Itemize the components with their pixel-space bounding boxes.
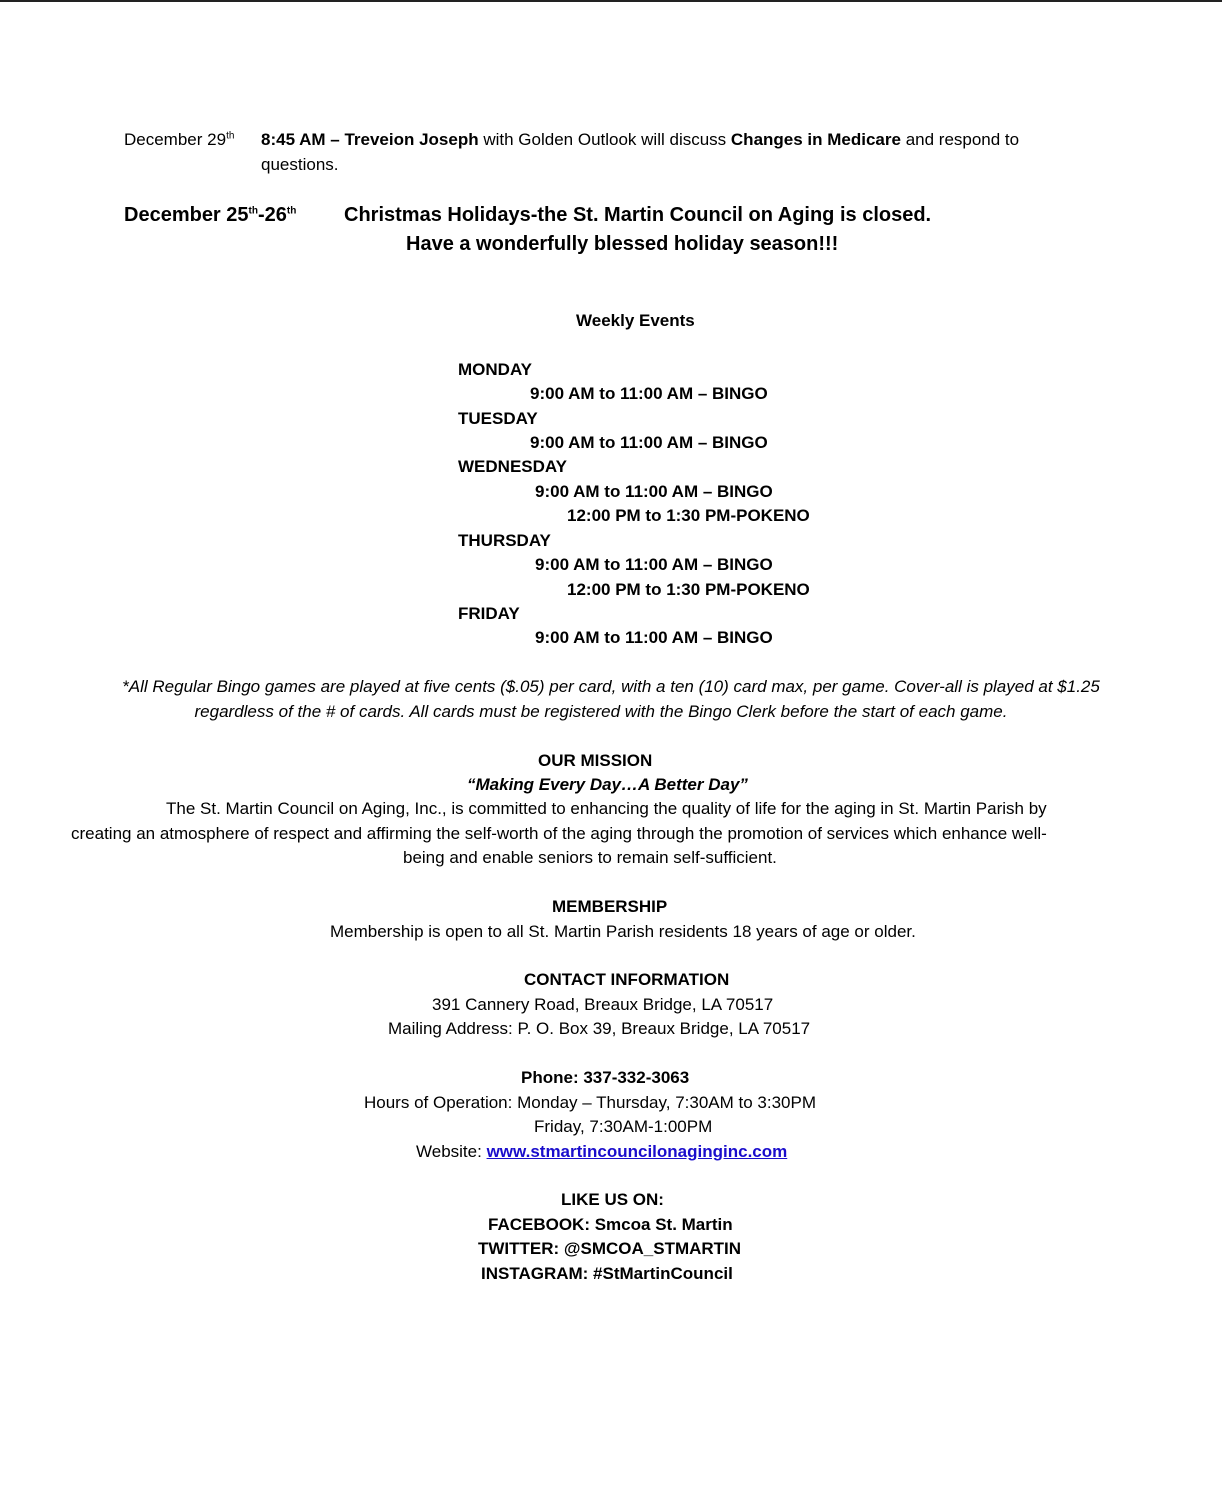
dec29-event-line: 8:45 AM – Treveion Joseph with Golden Outlook will discuss Changes in Medicare and respond to [261,130,1020,149]
contact-hours-weekday: Hours of Operation: Monday – Thursday, 7:30AM to 3:30PM [364,1093,816,1112]
event-item: 12:00 PM to 1:30 PM-POKENO [567,580,810,599]
event-item: 9:00 AM to 11:00 AM – BINGO [530,384,768,403]
event-item: 9:00 AM to 11:00 AM – BINGO [535,555,773,574]
holiday-greeting: Have a wonderfully blessed holiday season!!! [406,233,839,255]
social-twitter: TWITTER: @SMCOA_STMARTIN [478,1239,742,1258]
event-item: 9:00 AM to 11:00 AM – BINGO [535,628,773,647]
day-monday: MONDAY [458,360,532,379]
contact-website-line: Website: www.stmartincouncilonaginginc.com [416,1142,788,1161]
mission-slogan: “Making Every Day…A Better Day” [467,775,748,794]
social-facebook: FACEBOOK: Smcoa St. Martin [488,1215,733,1234]
holiday-date: December 25th-26th [124,204,297,226]
mission-heading: OUR MISSION [538,751,653,770]
top-border [0,0,1222,2]
event-item: 12:00 PM to 1:30 PM-POKENO [567,506,810,525]
mission-text-line3: being and enable seniors to remain self-sufficient. [403,848,777,867]
day-thursday: THURSDAY [458,531,551,550]
bingo-note-line2: regardless of the # of cards. All cards must be registered with the Bingo Clerk before the start of each game. [194,702,1008,721]
contact-heading: CONTACT INFORMATION [524,970,730,989]
day-tuesday: TUESDAY [458,409,538,428]
event-item: 9:00 AM to 11:00 AM – BINGO [530,433,768,452]
mission-text-line2: creating an atmosphere of respect and affirming the self-worth of the aging through the promotion of services which enhance well- [71,824,1047,843]
day-friday: FRIDAY [458,604,520,623]
contact-address: 391 Cannery Road, Breaux Bridge, LA 70517 [432,995,774,1014]
social-heading: LIKE US ON: [561,1190,664,1209]
dec29-date: December 29th [124,130,235,149]
day-wednesday: WEDNESDAY [458,457,567,476]
dec29-topic: Changes in Medicare [730,130,901,149]
event-item: 9:00 AM to 11:00 AM – BINGO [535,482,773,501]
holiday-closed-notice: Christmas Holidays-the St. Martin Council on Aging is closed. [344,204,932,226]
dec29-speaker: 8:45 AM – Treveion Joseph [261,130,479,149]
contact-hours-friday: Friday, 7:30AM-1:00PM [534,1117,713,1136]
membership-text: Membership is open to all St. Martin Parish residents 18 years of age or older. [330,922,916,941]
dec29-event-line2: questions. [261,155,339,174]
contact-phone: Phone: 337-332-3063 [521,1068,690,1087]
weekly-events-title: Weekly Events [576,311,695,330]
website-link[interactable]: www.stmartincouncilonaginginc.com [486,1142,788,1161]
social-instagram: INSTAGRAM: #StMartinCouncil [481,1264,733,1283]
bingo-note-line1: *All Regular Bingo games are played at five cents ($.05) per card, with a ten (10) card max, per game. Cover-all is played at $1.25 [122,677,1100,696]
contact-mailing-address: Mailing Address: P. O. Box 39, Breaux Bridge, LA 70517 [388,1019,811,1038]
mission-text-line1: The St. Martin Council on Aging, Inc., is committed to enhancing the quality of life for the aging in St. Martin Parish by [166,799,1047,818]
membership-heading: MEMBERSHIP [552,897,668,916]
